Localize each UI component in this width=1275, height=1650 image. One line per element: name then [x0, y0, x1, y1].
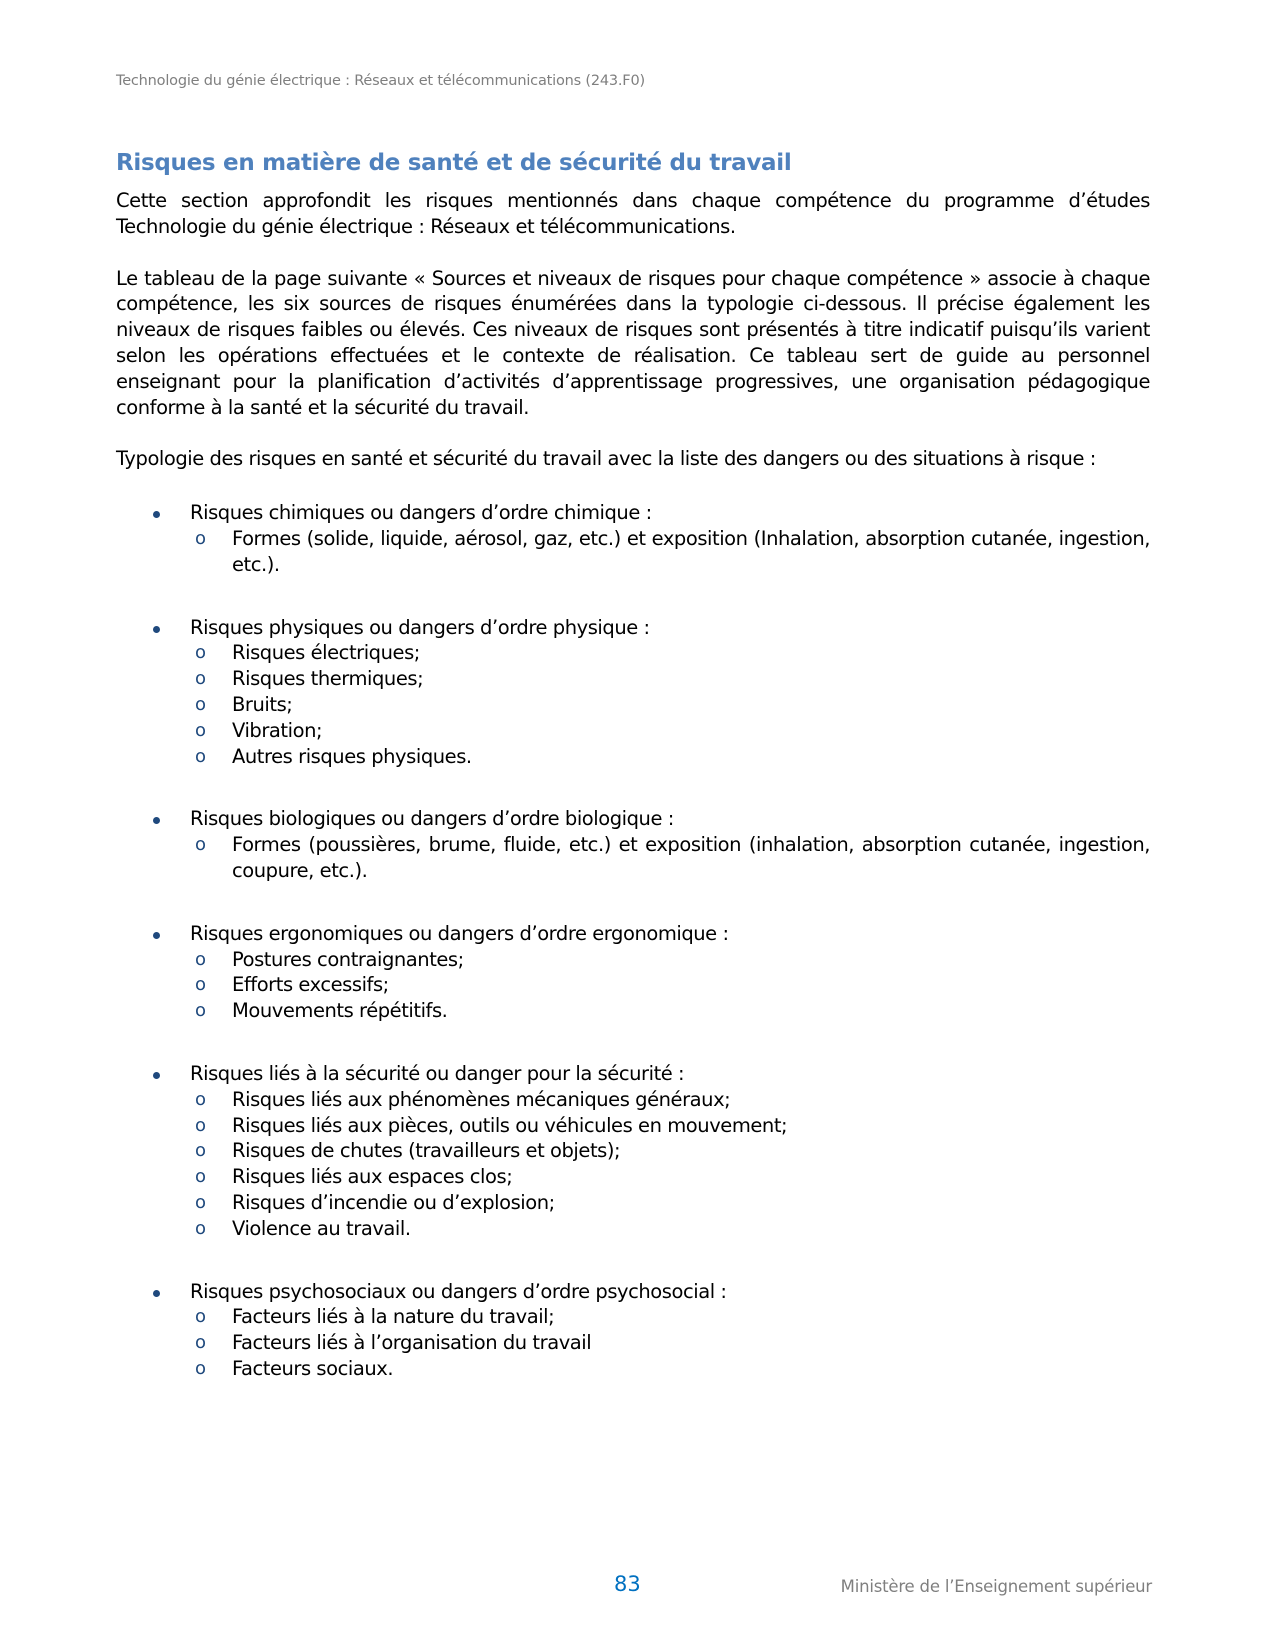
list-item: o Formes (poussières, brume, fluide, etc.) et exposition (inhalation, absorption cutanée, ingestion, coupure, etc.).: [195, 833, 1150, 882]
list-item: o Violence au travail.: [195, 1216, 411, 1240]
risk-category-list: [116, 500, 1150, 1382]
list-item: o Risques de chutes (travailleurs et objets);: [195, 1139, 621, 1163]
circle-bullet-icon: o: [195, 974, 206, 996]
list-item: o Risques électriques;: [195, 641, 420, 665]
list-item: o Risques thermiques;: [195, 667, 424, 691]
table-description-paragraph: Le tableau de la page suivante « Sources et niveaux de risques pour chaque compétence » associe à chaque compétence, les six sources de risques énumérées dans la typologie ci-dessous. Il précise également les niveaux de risques faibles ou élevés. Ces niveaux de risques sont présentés à titre indicatif puisqu’ils varient selon les opérations effectuées et le contexte de réalisation. Ce tableau sert de guide au personnel enseignant pour la planification d’activités d’apprentissage progressives, une organisation pédagogique conforme à la santé et la sécurité du travail.: [116, 266, 1150, 419]
circle-bullet-icon: o: [195, 668, 206, 690]
circle-bullet-icon: o: [195, 834, 206, 856]
circle-bullet-icon: o: [195, 1191, 206, 1213]
risk-category-label: Risques biologiques ou dangers d’ordre biologique :: [190, 807, 674, 831]
risk-sublist: [190, 526, 1150, 578]
circle-bullet-icon: o: [195, 1114, 206, 1136]
risk-category-label: Risques physiques ou dangers d’ordre physique :: [190, 615, 650, 639]
circle-bullet-icon: o: [195, 1217, 206, 1239]
circle-bullet-icon: o: [195, 719, 206, 741]
list-item: o Vibration;: [195, 718, 323, 742]
circle-bullet-icon: o: [195, 1000, 206, 1022]
circle-bullet-icon: o: [195, 948, 206, 970]
list-item: o Facteurs liés à l’organisation du travail: [195, 1331, 592, 1355]
list-item: o Risques d’incendie ou d’explosion;: [195, 1190, 555, 1214]
intro-paragraph: Cette section approfondit les risques mentionnés dans chaque compétence du programme d’études Technologie du génie électrique : Réseaux et télécommunications.: [116, 189, 1150, 238]
list-item: o Formes (solide, liquide, aérosol, gaz, etc.) et exposition (Inhalation, absorption cutanée, ingestion, etc.).: [195, 526, 1150, 576]
circle-bullet-icon: o: [195, 527, 206, 549]
list-item: o Efforts excessifs;: [195, 973, 389, 997]
list-item: o Bruits;: [195, 692, 293, 716]
risk-category-physical: [116, 615, 1150, 770]
circle-bullet-icon: o: [195, 1088, 206, 1110]
circle-bullet-icon: o: [195, 745, 206, 767]
risk-category-label: Risques liés à la sécurité ou danger pour la sécurité :: [190, 1061, 685, 1085]
bullet-dot-icon: [153, 1072, 160, 1079]
bullet-dot-icon: [153, 511, 160, 518]
bullet-dot-icon: [153, 932, 160, 939]
risk-sublist: [190, 832, 1150, 884]
footer-organization: Ministère de l’Enseignement supérieur: [840, 1577, 1152, 1596]
list-item: o Risques liés aux phénomènes mécaniques généraux;: [195, 1087, 731, 1111]
risk-sublist: [190, 640, 1150, 769]
risk-sublist: [190, 1087, 1150, 1242]
circle-bullet-icon: o: [195, 1140, 206, 1162]
circle-bullet-icon: o: [195, 1332, 206, 1354]
risk-category-safety: [116, 1061, 1150, 1242]
list-item: o Risques liés aux pièces, outils ou véhicules en mouvement;: [195, 1113, 788, 1137]
typology-intro-paragraph: Typologie des risques en santé et sécurité du travail avec la liste des dangers ou des situations à risque :: [116, 447, 1096, 471]
risk-sublist: [190, 947, 1150, 1024]
risk-category-label: Risques ergonomiques ou dangers d’ordre ergonomique :: [190, 921, 729, 945]
bullet-dot-icon: [153, 817, 160, 824]
risk-category-psychosocial: [116, 1279, 1150, 1382]
page-content: [116, 148, 1150, 1419]
circle-bullet-icon: o: [195, 1306, 206, 1328]
circle-bullet-icon: o: [195, 1357, 206, 1379]
risk-category-biological: [116, 806, 1150, 883]
running-header: Technologie du génie électrique : Réseaux et télécommunications (243.F0): [116, 73, 645, 89]
risk-category-ergonomic: [116, 921, 1150, 1024]
circle-bullet-icon: o: [195, 1166, 206, 1188]
risk-category-label: Risques chimiques ou dangers d’ordre chimique :: [190, 501, 652, 525]
risk-category-chemical: [116, 500, 1150, 577]
list-item: o Facteurs liés à la nature du travail;: [195, 1305, 555, 1329]
list-item: o Autres risques physiques.: [195, 744, 472, 768]
list-item: o Mouvements répétitifs.: [195, 999, 448, 1023]
bullet-dot-icon: [153, 1290, 160, 1297]
page-number: 83: [614, 1572, 641, 1596]
circle-bullet-icon: o: [195, 642, 206, 664]
list-item: o Facteurs sociaux.: [195, 1356, 394, 1380]
risk-category-label: Risques psychosociaux ou dangers d’ordre psychosocial :: [190, 1279, 727, 1303]
list-item: o Risques liés aux espaces clos;: [195, 1165, 513, 1189]
section-title: Risques en matière de santé et de sécurité du travail: [116, 150, 792, 176]
circle-bullet-icon: o: [195, 693, 206, 715]
bullet-dot-icon: [153, 626, 160, 633]
risk-sublist: [190, 1304, 1150, 1381]
list-item: o Postures contraignantes;: [195, 947, 464, 971]
